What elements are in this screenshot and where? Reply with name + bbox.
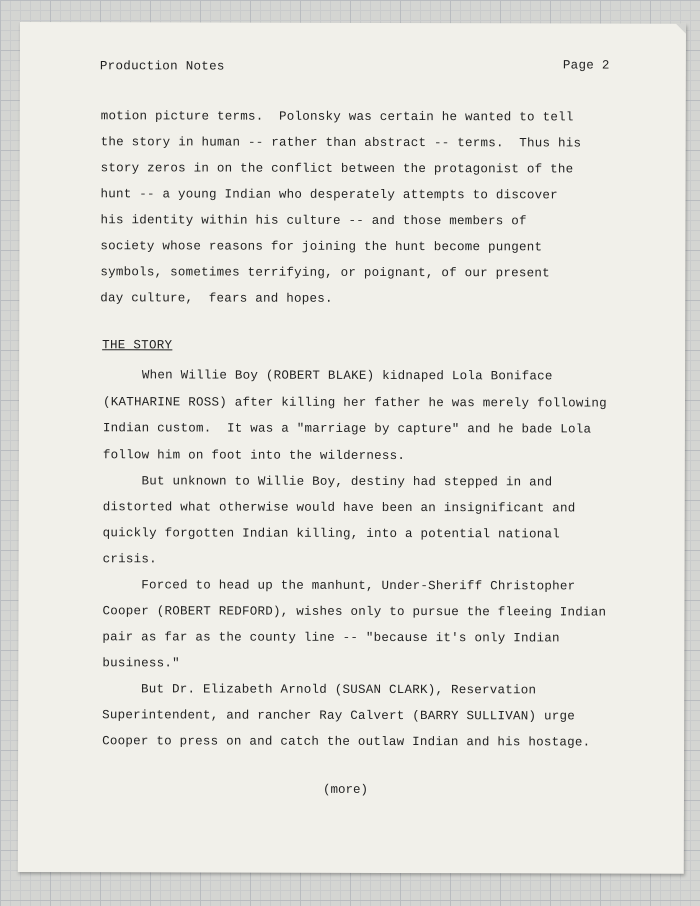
intro-line: motion picture terms. Polonsky was certain he wanted to tell	[100, 109, 574, 125]
story-line: But Dr. Elizabeth Arnold (SUSAN CLARK), Reservation	[102, 682, 537, 698]
story-line: Superintendent, and rancher Ray Calvert (BARRY SULLIVAN) urge	[102, 708, 576, 724]
intro-line: the story in human -- rather than abstract -- terms. Thus his	[100, 135, 582, 151]
intro-line: day culture, fears and hopes.	[100, 291, 333, 306]
story-line: Forced to head up the manhunt, Under-Sheriff Christopher	[102, 578, 576, 594]
folded-corner	[676, 24, 686, 34]
story-line: follow him on foot into the wilderness.	[102, 448, 406, 464]
header-title: Production Notes	[99, 59, 225, 74]
story-line: When Willie Boy (ROBERT BLAKE) kidnaped Lola Boniface	[103, 368, 553, 384]
intro-line: society whose reasons for joining the hunt become pungent	[100, 239, 543, 255]
section-heading: THE STORY	[102, 338, 173, 353]
story-line: Cooper to press on and catch the outlaw Indian and his hostage.	[102, 734, 591, 750]
story-line: pair as far as the county line -- "because it's only Indian	[102, 630, 560, 646]
story-line: quickly forgotten Indian killing, into a potential national	[102, 526, 561, 542]
intro-line: symbols, sometimes terrifying, or poignant, of our present	[100, 265, 550, 281]
story-line: distorted what otherwise would have been an insignificant and	[102, 500, 576, 516]
continuation-marker: (more)	[322, 782, 369, 797]
intro-line: his identity within his culture -- and those members of	[100, 213, 527, 229]
story-line: business."	[102, 656, 180, 671]
page-number: Page 2	[562, 58, 610, 73]
intro-line: story zeros in on the conflict between the protagonist of the	[100, 161, 574, 177]
story-line: Indian custom. It was a "marriage by capture" and he bade Lola	[102, 421, 592, 437]
story-line: Cooper (ROBERT REDFORD), wishes only to pursue the fleeing Indian	[102, 604, 607, 620]
story-line: crisis.	[102, 552, 157, 567]
story-line: (KATHARINE ROSS) after killing her father he was merely following	[102, 395, 607, 411]
intro-line: hunt -- a young Indian who desperately attempts to discover	[100, 187, 558, 203]
document-page	[18, 22, 686, 874]
story-line: But unknown to Willie Boy, destiny had stepped in and	[102, 474, 553, 490]
